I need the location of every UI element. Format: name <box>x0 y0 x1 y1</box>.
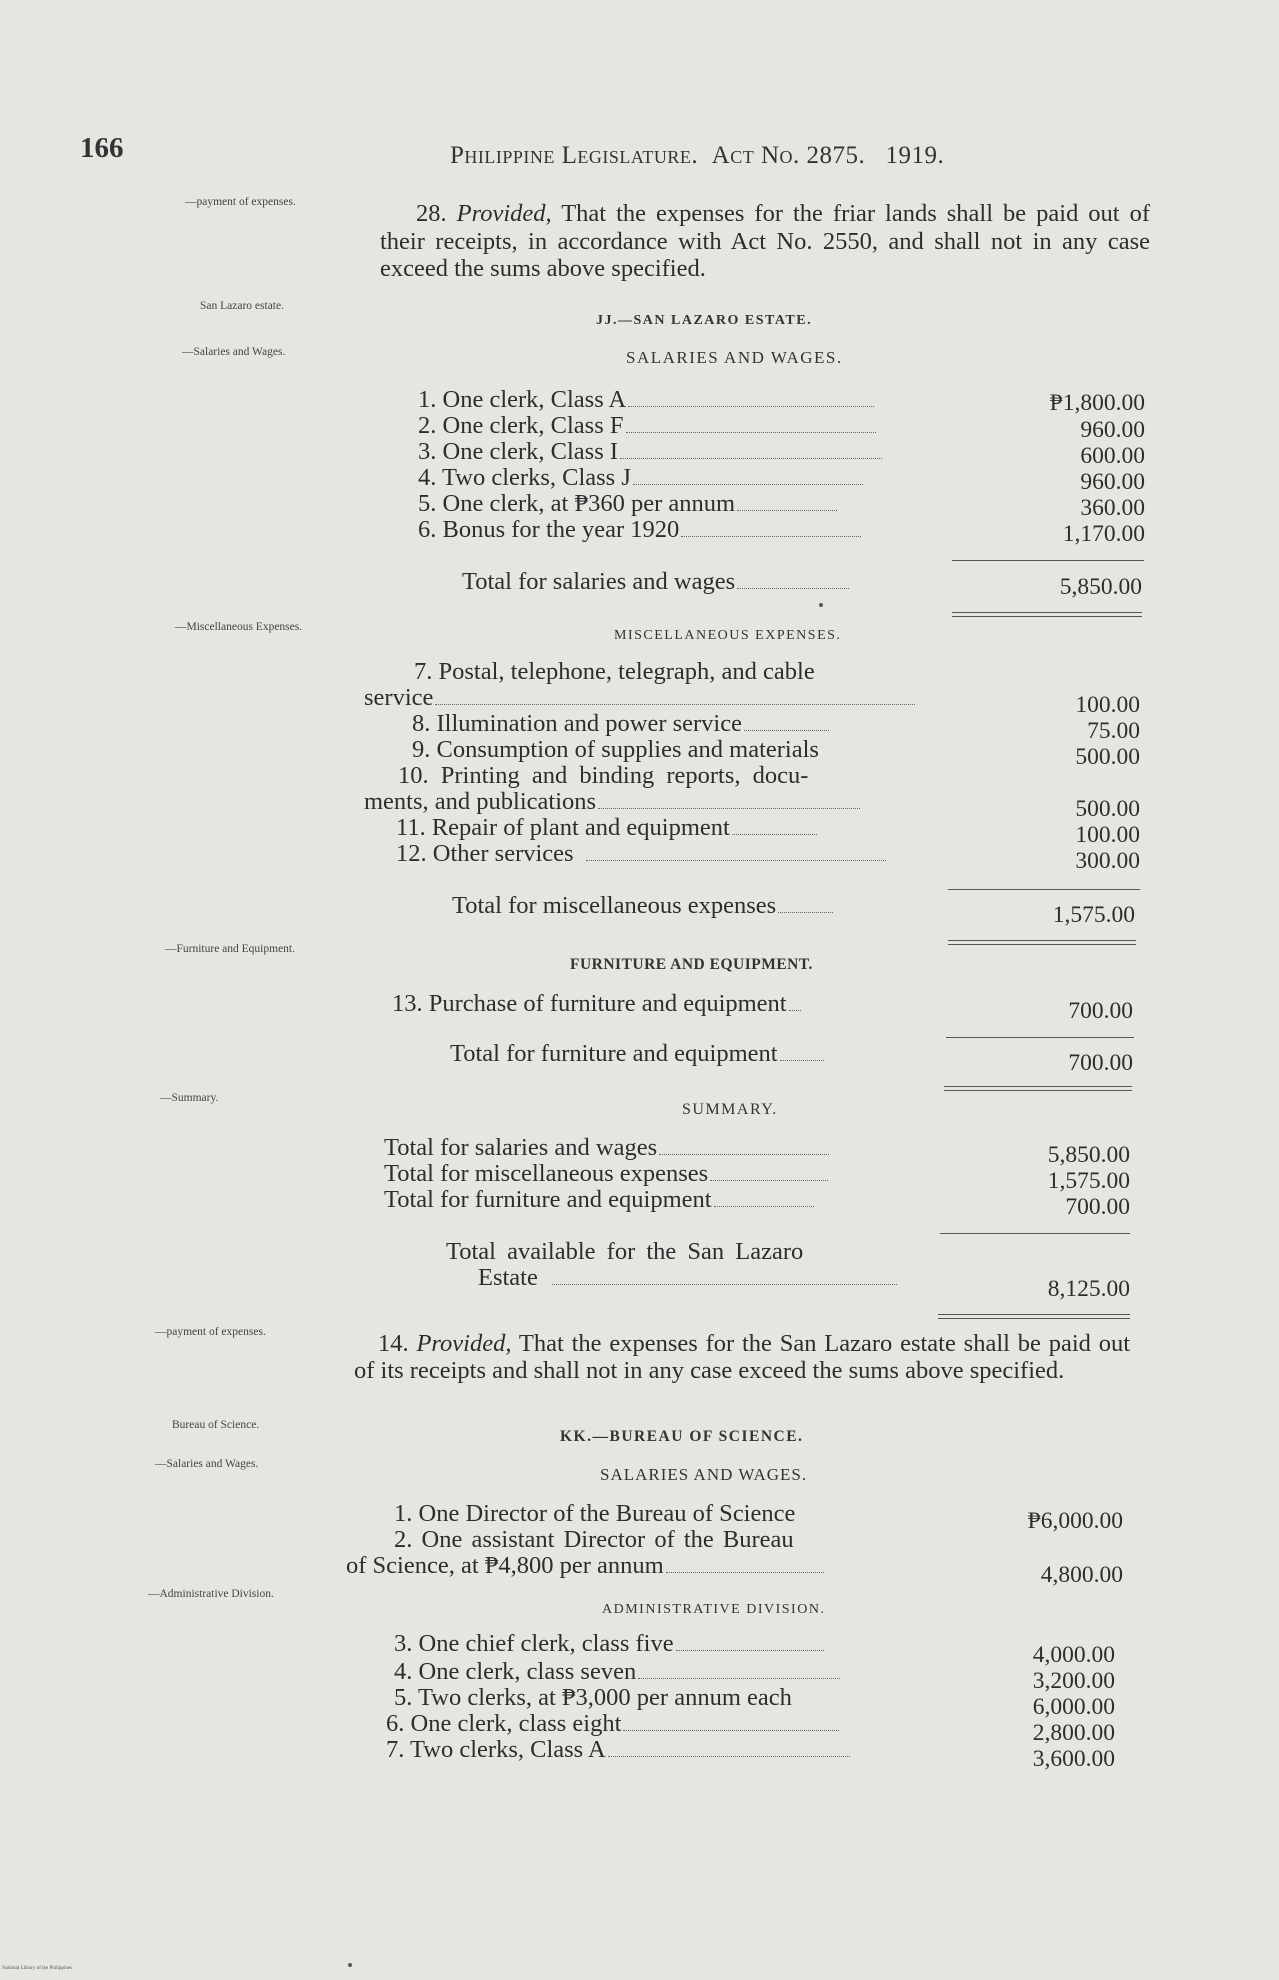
misc-item-8: 8. Illumination and power service <box>412 710 829 737</box>
heading-summary: SUMMARY. <box>682 1101 778 1118</box>
summary-amount-3: 700.00 <box>1065 1194 1130 1220</box>
heading-salaries-jj: SALARIES AND WAGES. <box>626 348 843 367</box>
furniture-amount-13: 700.00 <box>1068 998 1133 1024</box>
margin-note-summary: —Summary. <box>160 1092 219 1104</box>
admin-item-3: 3. One chief clerk, class five <box>394 1630 824 1657</box>
margin-note-admin: —Administrative Division. <box>148 1588 274 1600</box>
misc-item-9: 9. Consumption of supplies and materials <box>412 736 819 763</box>
act-number: Act No. 2875. <box>711 142 866 169</box>
kk-amount-2: 4,800.00 <box>1040 1562 1123 1588</box>
summary-item-1: Total for salaries and wages <box>384 1134 829 1161</box>
running-title: Philippine Legislature. <box>450 142 699 169</box>
heading-salaries-kk: SALARIES AND WAGES. <box>600 1465 808 1484</box>
para-text: That the expenses for the friar lands shall be paid out of their receipts, in accordance with Act No. 2550, and shall not in any case exceed the sums above specified. <box>380 200 1151 282</box>
misc-item-7-line1: 7. Postal, telephone, telegraph, and cable <box>414 658 815 685</box>
misc-amount-7: 100.00 <box>1075 692 1140 718</box>
rule-summary <box>940 1233 1130 1234</box>
para-number: 28. <box>416 200 447 227</box>
salary-item-5: 5. One clerk, at ₱360 per annum <box>418 490 837 517</box>
scan-footer: National Library of the Philippines <box>2 1966 72 1971</box>
rule-misc <box>948 889 1140 890</box>
rule-salaries <box>952 560 1144 561</box>
admin-amount-5: 6,000.00 <box>1032 1694 1115 1720</box>
misc-item-12: 12. Other services <box>396 840 886 867</box>
margin-note-furniture: —Furniture and Equipment. <box>165 943 295 955</box>
furniture-total-amount: 700.00 <box>1068 1050 1133 1076</box>
ink-mark <box>348 1963 352 1967</box>
running-header <box>450 142 944 170</box>
misc-total-label: Total for miscellaneous expenses <box>452 892 833 919</box>
misc-item-10-line1: 10. Printing and binding reports, docu- <box>398 762 809 789</box>
misc-total-amount: 1,575.00 <box>1052 902 1135 928</box>
admin-item-4: 4. One clerk, class seven <box>394 1658 840 1685</box>
double-rule-salaries <box>952 612 1142 617</box>
section-title-kk: KK.—BUREAU OF SCIENCE. <box>560 1428 804 1445</box>
margin-note-bureau: Bureau of Science. <box>172 1419 260 1431</box>
summary-amount-2: 1,575.00 <box>1047 1168 1130 1194</box>
admin-amount-3: 4,000.00 <box>1032 1642 1115 1668</box>
summary-item-2: Total for miscellaneous expenses <box>384 1160 828 1187</box>
page-number: 166 <box>80 132 124 164</box>
margin-note-salaries: —Salaries and Wages. <box>182 346 286 358</box>
double-rule-furniture <box>944 1086 1132 1091</box>
misc-amount-8: 75.00 <box>1087 718 1140 744</box>
misc-item-10-line2: ments, and publications <box>364 788 860 815</box>
para-text: That the expenses for the San Lazaro estate shall be paid out of its receipts and shall not in any case exceed the sums above specified. <box>354 1330 1131 1384</box>
misc-item-7-line2: service <box>364 684 915 711</box>
misc-amount-12: 300.00 <box>1075 848 1140 874</box>
paragraph-28 <box>380 200 1150 283</box>
admin-amount-4: 3,200.00 <box>1032 1668 1115 1694</box>
double-rule-grand-total <box>938 1314 1130 1319</box>
margin-note-salaries-2: —Salaries and Wages. <box>155 1458 259 1470</box>
year: 1919. <box>885 142 945 169</box>
margin-note-payment-2: —payment of expenses. <box>155 1326 266 1338</box>
salary-amount-6: 1,170.00 <box>1062 521 1145 547</box>
margin-note-payment: —payment of expenses. <box>185 196 296 208</box>
salary-item-1: 1. One clerk, Class A <box>418 386 874 413</box>
furniture-item-13: 13. Purchase of furniture and equipment <box>392 990 801 1017</box>
rule-furniture <box>946 1037 1134 1038</box>
ink-mark <box>819 603 823 607</box>
grand-total-amount: 8,125.00 <box>1047 1276 1130 1302</box>
salary-item-4: 4. Two clerks, Class J <box>418 464 863 491</box>
salaries-total-label: Total for salaries and wages <box>462 568 849 595</box>
salary-amount-1: ₱1,800.00 <box>1049 390 1145 416</box>
admin-item-5: 5. Two clerks, at ₱3,000 per annum each <box>394 1684 792 1711</box>
misc-amount-11: 100.00 <box>1075 822 1140 848</box>
misc-amount-10: 500.00 <box>1075 796 1140 822</box>
heading-admin: ADMINISTRATIVE DIVISION. <box>602 1602 826 1617</box>
salary-item-2: 2. One clerk, Class F <box>418 412 876 439</box>
furniture-total-label: Total for furniture and equipment <box>450 1040 824 1067</box>
grand-total-line2: Estate <box>478 1264 897 1291</box>
margin-note-misc: —Miscellaneous Expenses. <box>175 621 303 633</box>
admin-item-6: 6. One clerk, class eight <box>386 1710 839 1737</box>
heading-misc: MISCELLANEOUS EXPENSES. <box>614 628 842 643</box>
salary-amount-5: 360.00 <box>1080 495 1145 521</box>
salary-amount-3: 600.00 <box>1080 443 1145 469</box>
double-rule-misc <box>948 940 1136 945</box>
paragraph-14 <box>354 1330 1130 1384</box>
provided-word: Provided, <box>416 1330 512 1357</box>
salary-item-3: 3. One clerk, Class I <box>418 438 882 465</box>
summary-item-3: Total for furniture and equipment <box>384 1186 814 1213</box>
kk-item-2-line1: 2. One assistant Director of the Bureau <box>394 1526 794 1553</box>
admin-amount-7: 3,600.00 <box>1032 1746 1115 1772</box>
grand-total-line1: Total available for the San Lazaro <box>446 1238 804 1265</box>
kk-item-2-line2: of Science, at ₱4,800 per annum <box>346 1552 824 1579</box>
salary-amount-2: 960.00 <box>1080 417 1145 443</box>
misc-amount-9: 500.00 <box>1075 744 1140 770</box>
para-number: 14. <box>378 1330 409 1357</box>
kk-amount-1: ₱6,000.00 <box>1027 1508 1123 1534</box>
salaries-total-amount: 5,850.00 <box>1059 574 1142 600</box>
heading-furniture: FURNITURE AND EQUIPMENT. <box>570 956 813 973</box>
summary-amount-1: 5,850.00 <box>1047 1142 1130 1168</box>
admin-amount-6: 2,800.00 <box>1032 1720 1115 1746</box>
misc-item-11: 11. Repair of plant and equipment <box>396 814 817 841</box>
margin-note-san-lazaro: San Lazaro estate. <box>200 300 284 312</box>
salary-item-6: 6. Bonus for the year 1920 <box>418 516 861 543</box>
kk-item-1: 1. One Director of the Bureau of Science <box>394 1500 796 1527</box>
provided-word: Provided, <box>456 200 552 227</box>
salary-amount-4: 960.00 <box>1080 469 1145 495</box>
section-title-jj: JJ.—SAN LAZARO ESTATE. <box>596 313 813 328</box>
admin-item-7: 7. Two clerks, Class A <box>386 1736 850 1763</box>
